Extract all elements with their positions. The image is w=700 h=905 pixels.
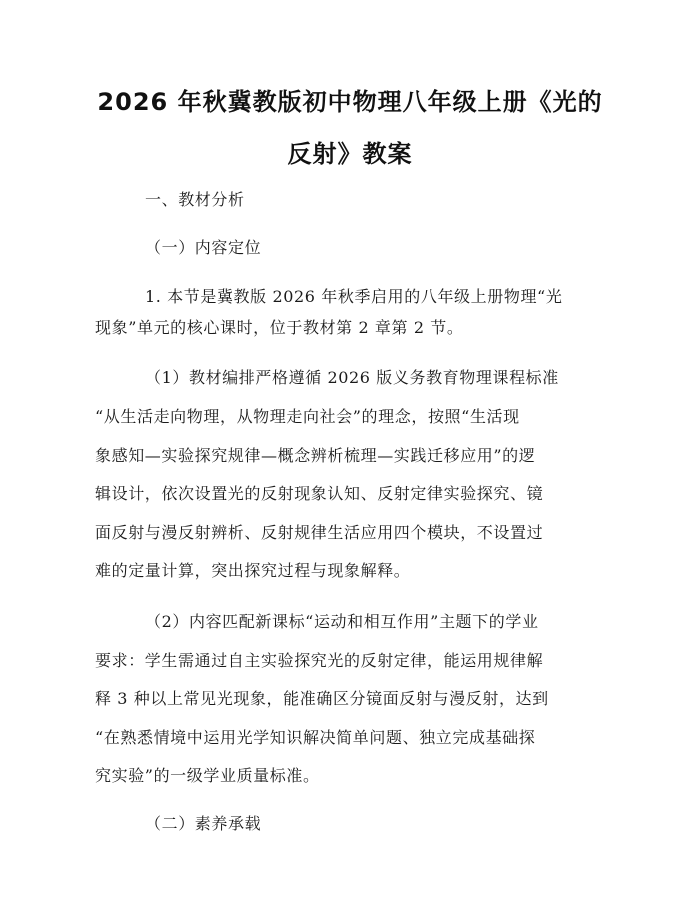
paragraph-2-line-3: 象感知—实验探究规律—概念辨析梳理—实践迁移应用”的逻 bbox=[95, 446, 536, 465]
paragraph-2-line-1: （1）教材编排严格遵循 2026 版义务教育物理课程标准 bbox=[145, 368, 559, 387]
paragraph-3-line-5: 究实验”的一级学业质量标准。 bbox=[95, 766, 320, 785]
paragraph-2-line-6: 难的定量计算，突出探究过程与现象解释。 bbox=[95, 561, 411, 580]
subsection-heading-content-positioning: （一）内容定位 bbox=[145, 238, 262, 257]
document-title-line-2: 反射》教案 bbox=[287, 140, 413, 168]
subsection-heading-literacy: （二）素养承载 bbox=[145, 814, 262, 833]
paragraph-1-line-1: 1. 本节是冀教版 2026 年秋季启用的八年级上册物理“光 bbox=[145, 287, 563, 306]
paragraph-3-line-1: （2）内容匹配新课标“运动和相互作用”主题下的学业 bbox=[145, 612, 539, 631]
document-title-line-1: 2026 年秋冀教版初中物理八年级上册《光的 bbox=[97, 88, 603, 116]
paragraph-2-line-4: 辑设计，依次设置光的反射现象认知、反射定律实验探究、镜 bbox=[95, 484, 544, 503]
paragraph-2-line-2: “从生活走向物理，从物理走向社会”的理念，按照“生活现 bbox=[95, 407, 520, 426]
paragraph-3-line-2: 要求：学生需通过自主实验探究光的反射定律，能运用规律解 bbox=[95, 651, 544, 670]
paragraph-3-line-4: “在熟悉情境中运用光学知识解决简单问题、独立完成基础探 bbox=[95, 728, 536, 747]
paragraph-2-line-5: 面反射与漫反射辨析、反射规律生活应用四个模块，不设置过 bbox=[95, 523, 544, 542]
paragraph-3-line-3: 释 3 种以上常见光现象，能准确区分镜面反射与漫反射，达到 bbox=[95, 689, 549, 708]
section-heading-textbook-analysis: 一、教材分析 bbox=[145, 190, 245, 209]
paragraph-1-line-2: 现象”单元的核心课时，位于教材第 2 章第 2 节。 bbox=[95, 318, 464, 337]
